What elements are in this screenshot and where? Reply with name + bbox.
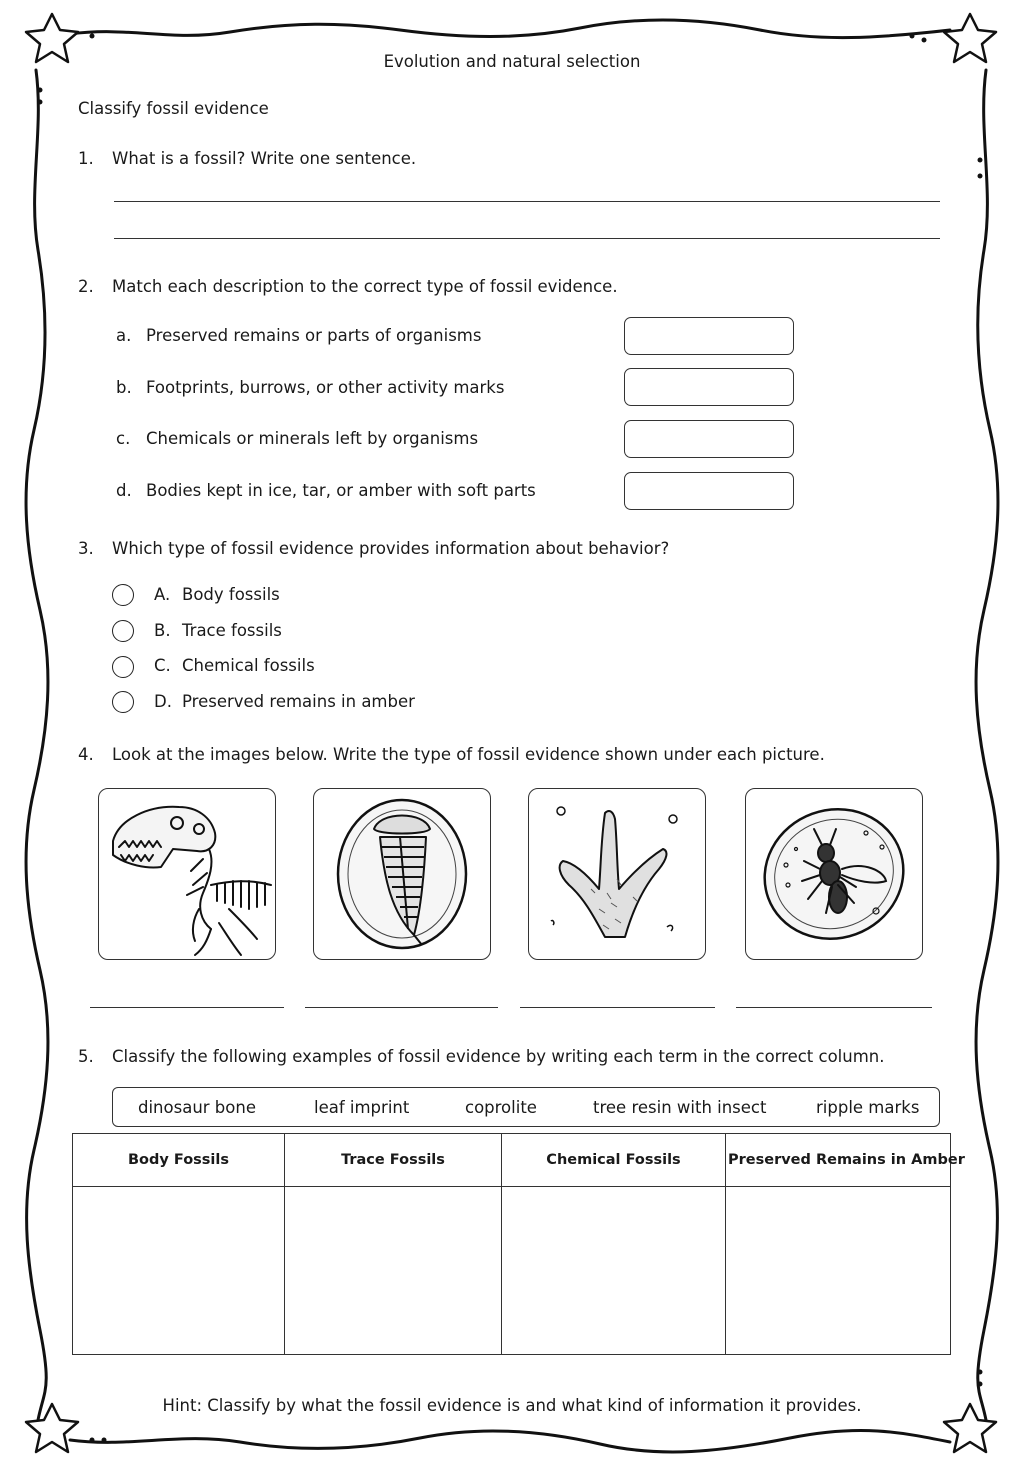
column-header-body-fossils: Body Fossils [73, 1134, 285, 1187]
q2-answer-box[interactable] [624, 472, 794, 510]
q2-item-letter: d. [116, 481, 132, 500]
classification-table [72, 1133, 965, 1355]
q2-number: 2. [78, 277, 94, 296]
q5-text: Classify the following examples of fossil evidence by writing each term in the correct column. [112, 1047, 885, 1066]
q3-number: 3. [78, 539, 94, 558]
word-bank-term: coprolite [465, 1098, 537, 1117]
q3-option-text: Trace fossils [182, 621, 282, 640]
hint-text: Hint: Classify by what the fossil evidence is and what kind of information it provides. [162, 1396, 862, 1415]
q4-number: 4. [78, 745, 94, 764]
q2-item-text: Footprints, burrows, or other activity marks [146, 378, 505, 397]
q2-item-letter: b. [116, 378, 132, 397]
q4-answer-line[interactable] [736, 1007, 932, 1008]
word-bank-term: ripple marks [816, 1098, 920, 1117]
q2-answer-box[interactable] [624, 317, 794, 355]
q3-text: Which type of fossil evidence provides information about behavior? [112, 539, 670, 558]
q1-text: What is a fossil? Write one sentence. [112, 149, 417, 168]
q3-option-text: Body fossils [182, 585, 280, 604]
q3-option-text: Chemical fossils [182, 656, 315, 675]
q4-answer-line[interactable] [90, 1007, 284, 1008]
q2-item-text: Preserved remains or parts of organisms [146, 326, 482, 345]
answer-cell-preserved-remains[interactable] [726, 1187, 951, 1355]
q3-option-letter: B. [154, 621, 171, 640]
fossil-image-frame [528, 788, 706, 960]
q4-text: Look at the images below. Write the type of fossil evidence shown under each picture. [112, 745, 825, 764]
column-header-preserved-remains: Preserved Remains in Amber [726, 1134, 951, 1187]
word-bank-term: leaf imprint [314, 1098, 410, 1117]
q3-radio-option-d[interactable] [112, 691, 134, 713]
word-bank [112, 1087, 940, 1127]
q1-answer-line[interactable] [114, 238, 940, 239]
q3-option-letter: A. [154, 585, 171, 604]
column-header-trace-fossils: Trace Fossils [285, 1134, 502, 1187]
q3-option-text: Preserved remains in amber [182, 692, 415, 711]
word-bank-term: tree resin with insect [593, 1098, 767, 1117]
q2-answer-box[interactable] [624, 368, 794, 406]
q3-option-letter: D. [154, 692, 172, 711]
answer-cell-trace-fossils[interactable] [285, 1187, 502, 1355]
q2-text: Match each description to the correct type of fossil evidence. [112, 277, 618, 296]
q1-number: 1. [78, 149, 94, 168]
column-header-chemical-fossils: Chemical Fossils [502, 1134, 726, 1187]
q3-radio-option-c[interactable] [112, 656, 134, 678]
fossil-image-frame [98, 788, 276, 960]
q2-item-letter: c. [116, 429, 131, 448]
answer-cell-body-fossils[interactable] [73, 1187, 285, 1355]
q4-answer-line[interactable] [305, 1007, 498, 1008]
fossil-image-frame [313, 788, 491, 960]
q3-option-letter: C. [154, 656, 171, 675]
q3-radio-option-b[interactable] [112, 620, 134, 642]
q4-answer-line[interactable] [520, 1007, 715, 1008]
section-heading: Classify fossil evidence [78, 99, 269, 118]
word-bank-term: dinosaur bone [138, 1098, 256, 1117]
q2-item-text: Chemicals or minerals left by organisms [146, 429, 479, 448]
footprint-icon [529, 789, 705, 959]
q3-radio-option-a[interactable] [112, 584, 134, 606]
q2-item-text: Bodies kept in ice, tar, or amber with soft parts [146, 481, 536, 500]
worksheet-title: Evolution and natural selection [383, 52, 641, 71]
fossil-image-frame [745, 788, 923, 960]
dinosaur-skeleton-icon [99, 789, 275, 959]
answer-cell-chemical-fossils[interactable] [502, 1187, 726, 1355]
q2-item-letter: a. [116, 326, 132, 345]
insect-in-amber-icon [746, 789, 922, 959]
q2-answer-box[interactable] [624, 420, 794, 458]
q1-answer-line[interactable] [114, 201, 940, 202]
trilobite-icon [314, 789, 490, 959]
q5-number: 5. [78, 1047, 94, 1066]
